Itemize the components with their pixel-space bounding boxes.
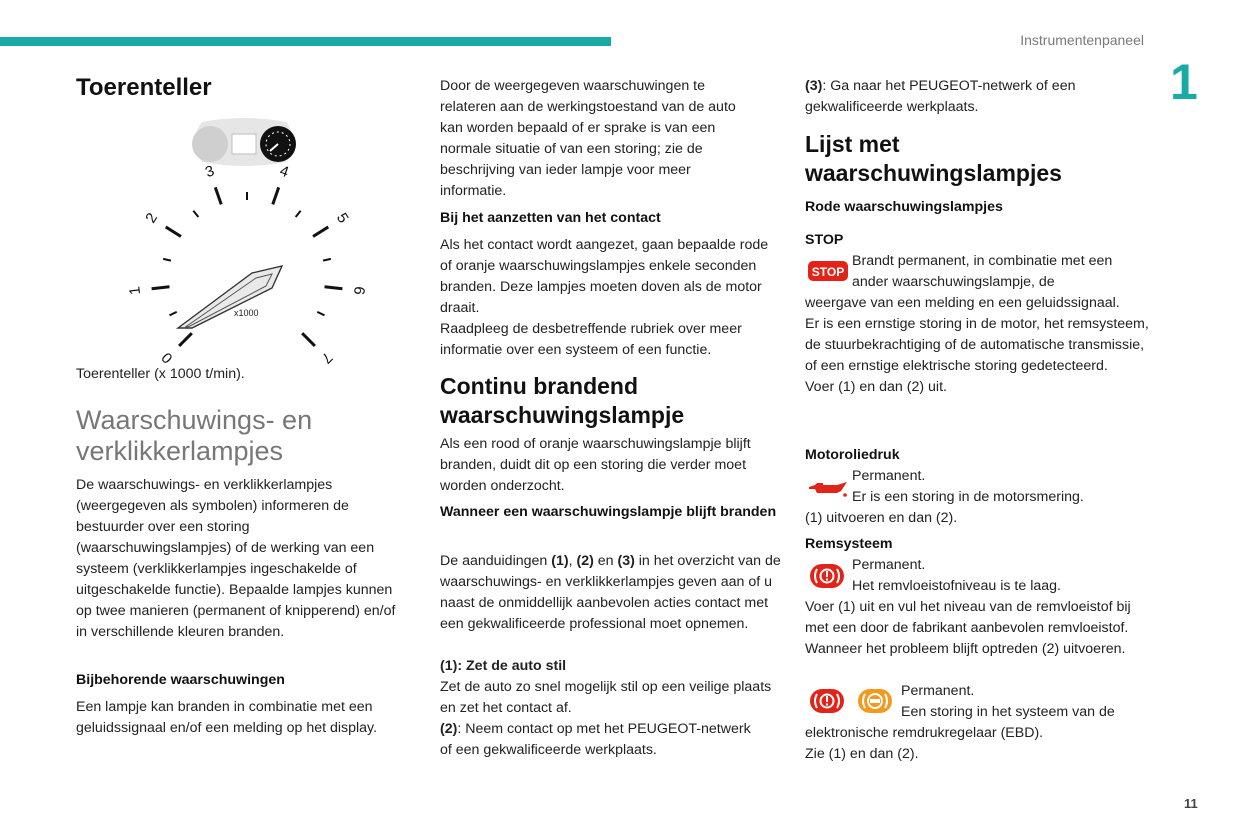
tick-label: 0	[158, 348, 177, 367]
tick-label: 1	[126, 285, 145, 296]
instrument-cluster-icon	[188, 118, 300, 168]
continuous-lamp-heading-line2: waarschuwingslampje	[440, 402, 685, 428]
tachometer-heading: Toerenteller	[76, 74, 212, 101]
major-tick	[166, 227, 181, 237]
minor-tick	[296, 211, 301, 217]
lamp-list-heading	[805, 130, 1150, 188]
interpretation-text: Door de weergegeven waarschuwingen te relateren aan de werkingstoestand van de auto kan worden bepaald of er sprake is van een normale situatie of van een storing; zie de beschrijving van ieder lampje voor meer informatie.	[440, 78, 736, 199]
lamp-list-heading-line2: waarschuwingslampjes	[805, 160, 1062, 186]
action-2: (2): Neem contact op met het PEUGEOT-netwerk of een gekwalificeerde werkplaats.	[440, 721, 751, 758]
continuous-lamp-text: Als een rood of oranje waarschuwingslampje blijft branden, duidt dit op een storing die verder moet worden onderzocht.	[440, 436, 751, 494]
chapter-number: 1	[1170, 54, 1198, 110]
minor-tick	[170, 312, 177, 315]
stop-title: STOP	[805, 232, 844, 248]
brake-system-description: Permanent. Het remvloeistofniveau is te laag. Voer (1) uit en vul het niveau van de remvloeistof bij met een door de fabrikant aanbevolen remvloeistof. Wanneer het probleem blijft optreden (2) uitvoeren.	[805, 557, 1131, 657]
red-lamps-subheading: Rode waarschuwingslampjes	[805, 199, 1003, 215]
tick-label: 4	[277, 162, 291, 182]
minor-tick	[317, 312, 324, 315]
warning-lamps-heading-line2: verklikkerlampjes	[76, 436, 284, 466]
major-tick	[179, 333, 192, 346]
minor-tick	[163, 259, 171, 261]
action-3: (3): Ga naar het PEUGEOT-netwerk of een gekwalificeerde werkplaats.	[805, 78, 1076, 115]
major-tick	[152, 287, 170, 289]
major-tick	[302, 333, 315, 346]
warning-lamps-heading	[76, 405, 411, 467]
tachometer-unit: x1000	[234, 308, 259, 318]
major-tick	[273, 187, 279, 204]
related-warnings-text: Een lampje kan branden in combinatie met een geluidssignaal en/of een melding op het display.	[76, 699, 378, 736]
related-warnings-subheading: Bijbehorende waarschuwingen	[76, 672, 285, 688]
oil-pressure-description: Permanent. Er is een storing in de motorsmering. (1) uitvoeren en dan (2).	[805, 468, 1084, 526]
section-name: Instrumentenpaneel	[1020, 32, 1144, 48]
tick-label: 3	[203, 162, 217, 182]
consult-text: Raadpleeg de desbetreffende rubriek over meer informatie over een systeem of een functie.	[440, 321, 742, 358]
minor-tick	[193, 211, 198, 217]
svg-text:STOP: STOP	[811, 265, 845, 279]
minor-tick	[323, 259, 331, 261]
major-tick	[215, 187, 221, 204]
tick-label: 6	[349, 285, 368, 296]
tachometer-gauge	[126, 162, 368, 367]
tick-label: 7	[317, 348, 336, 367]
action-1: (1): Zet de auto stil Zet de auto zo snel mogelijk stil op een veilige plaats en zet het contact af.	[440, 658, 772, 716]
oil-pressure-title: Motoroliedruk	[805, 447, 900, 463]
major-tick	[325, 287, 343, 289]
tachometer-caption: Toerenteller (x 1000 t/min).	[76, 366, 245, 382]
warning-lamps-intro: De waarschuwings- en verklikkerlampjes (weergegeven als symbolen) informeren de bestuurder over een storing (waarschuwingslampjes) of de werking van een systeem (verklikkerlampjes ingeschakelde of uitgeschakelde functie). Bepaalde lampjes kunnen op twee manieren (permanent of knipperend) en/of in verschillende kleuren branden.	[76, 477, 396, 640]
tachometer-ticks	[152, 187, 343, 345]
tick-label: 2	[142, 210, 162, 227]
warning-lamps-heading-line1: Waarschuwings- en	[76, 405, 313, 435]
page-number: 11	[1184, 796, 1198, 811]
lamp-stays-on-subheading: Wanneer een waarschuwingslampje blijft branden	[440, 504, 777, 520]
ebd-description: Permanent. Een storing in het systeem van de elektronische remdrukregelaar (EBD). Zie (1) en dan (2).	[805, 683, 1115, 762]
ignition-text: Als het contact wordt aangezet, gaan bepaalde rode of oranje waarschuwingslampjes enkele seconden branden. Deze lampjes moeten doven als de motor draait.	[440, 237, 769, 316]
ignition-subheading: Bij het aanzetten van het contact	[440, 210, 661, 226]
major-tick	[313, 227, 328, 237]
continuous-lamp-heading	[440, 372, 785, 430]
tick-label: 5	[332, 210, 352, 227]
stop-description: Brandt permanent, in combinatie met een ander waarschuwingslampje, de weergave van een melding en een geluidssignaal. Er is een ernstige storing in de motor, het remsysteem, de stuurbekrachtiging of de automatische transmissie, of een ernstige elektrische storing gedetecteerd. Voer (1) en dan (2) uit.	[805, 253, 1149, 395]
continuous-lamp-heading-line1: Continu brandend	[440, 373, 639, 399]
lamp-list-heading-line1: Lijst met	[805, 131, 900, 157]
indications-text: De aanduidingen (1), (2) en (3) in het overzicht van de waarschuwings- en verklikkerlampjes geven aan of u naast de onmiddellijk aanbevolen acties contact met een gekwalificeerde professional moet opnemen.	[440, 553, 781, 632]
header-accent-bar	[0, 37, 611, 46]
brake-system-title: Remsysteem	[805, 536, 893, 552]
